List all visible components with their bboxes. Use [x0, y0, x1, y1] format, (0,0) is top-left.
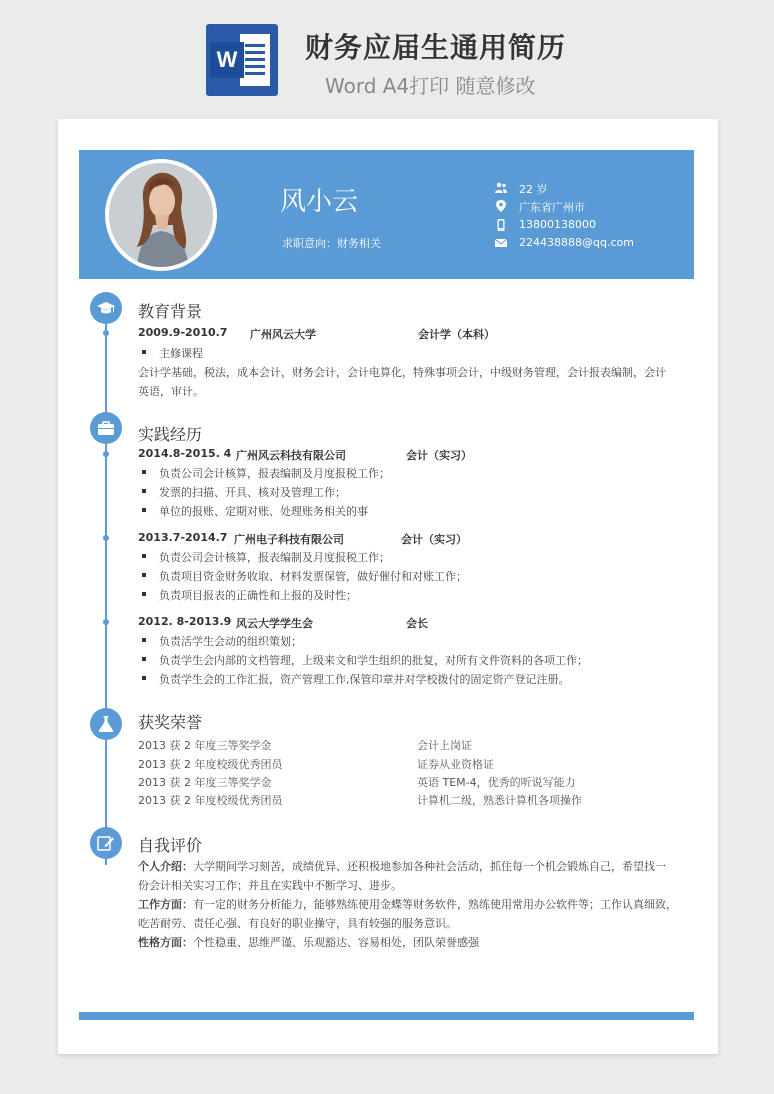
courses-line-1: 会计学基础，税法，成本会计，财务会计，会计电算化，特殊事项会计，中级财务管理，会计报表编制，会计: [138, 366, 666, 379]
location-pin-icon: [495, 200, 507, 212]
location-text: 广东省广州市: [519, 201, 585, 214]
certificate-item: 证券从业资格证: [417, 758, 494, 771]
section-title-practice: 实践经历: [138, 425, 203, 444]
practice-org: 风云大学学生会: [236, 617, 313, 630]
practice-date: 2014.8-2015. 4: [138, 447, 232, 460]
certificate-item: 会计上岗证: [417, 739, 472, 752]
section-title-self: 自我评价: [138, 836, 203, 855]
self-intro-line-1: 个人介绍：大学期间学习刻苦，成绩优异、还积极地参加各种社会活动，抓住每一个机会锻炼自己，希望找一: [138, 860, 666, 873]
self-intro-line-2: 份会计相关实习工作；并且在实践中不断学习、进步。: [138, 879, 402, 892]
award-item: 2013 获 2 年度三等奖学金: [138, 739, 272, 752]
practice-role: 会计（实习）: [406, 449, 472, 462]
flask-icon: [90, 708, 122, 740]
certificate-item: 计算机二级，熟悉计算机各项操作: [417, 794, 582, 807]
certificate-item: 英语 TEM-4，优秀的听说写能力: [417, 776, 576, 789]
word-logo-letter: W: [210, 42, 244, 78]
timeline-dot: [103, 535, 109, 541]
profile-photo: [109, 163, 213, 267]
resume-header: [79, 150, 694, 279]
practice-date: 2013.7-2014.7: [138, 531, 228, 544]
timeline-line: [105, 295, 107, 865]
banner-title: 财务应届生通用简历: [305, 31, 567, 64]
edit-icon: [90, 827, 122, 859]
mail-icon: [495, 237, 507, 249]
education-date: 2009.9-2010.7: [138, 326, 228, 339]
phone-text: 13800138000: [519, 218, 596, 231]
timeline-dot: [103, 330, 109, 336]
phone-icon: [495, 219, 507, 231]
section-title-awards: 获奖荣誉: [138, 713, 203, 732]
job-intent: 求职意向：财务相关: [282, 237, 381, 250]
candidate-name: 风小云: [280, 187, 359, 217]
practice-date: 2012. 8-2013.9: [138, 615, 232, 628]
people-icon: [495, 182, 507, 194]
email-text: 224438888@qq.com: [519, 236, 634, 249]
practice-org: 广州电子科技有限公司: [234, 533, 344, 546]
practice-role: 会计（实习）: [401, 533, 467, 546]
award-item: 2013 获 2 年度三等奖学金: [138, 776, 272, 789]
self-work-line-2: 吃苦耐劳、责任心强、有良好的职业操守，具有较强的服务意识。: [138, 917, 457, 930]
courses-line-2: 英语，审计。: [138, 385, 204, 398]
practice-role: 会长: [406, 617, 428, 630]
self-work-line-1: 工作方面：有一定的财务分析能力，能够熟练使用金蝶等财务软件，熟练使用常用办公软件等；工作认真细致，: [138, 898, 677, 911]
footer-bar: [79, 1012, 694, 1020]
education-major: 会计学（本科）: [418, 328, 495, 341]
section-title-education: 教育背景: [138, 302, 203, 321]
banner-subtitle: Word A4打印 随意修改: [325, 74, 536, 98]
avatar: [105, 159, 217, 271]
word-logo-icon: [206, 24, 278, 96]
resume-page: 风小云 求职意向：财务相关 22 岁 广东省广州市 13800138000 224438888@qq.com 教育背景 2009.9-2010.7 广州风云大学 会计学（本科） 主修课程 会计学基础，税法，成本会计，财务会计，会计电算化，特殊事项会计，中级财务管理，会计报表编制，会计 英语，审计。 实践经历 2014.8-2015. 4 广州风云科技有限公司 会计（实习） 负责公司会计核算，报表编制及月度报税工作； 发票的扫描、开具、核对及管理工作； 单位的报账、定期对账、处理账务相关的事 2013.7-2014.7 广州电子科技有限公司 会计（实习） 负责公司会计核算，报表编制及月度报税工作； 负责项目资金财务收取、材料发票保管，做好催付和对账工作； 负责项目报表的正确性和上报的及时性； 2012. 8-2013.9 风云大学学生会 会长 负责活学生会动的组织策划； 负责学生会内部的文档管理，上级来文和学生组织的批复，对所有文件资料的各项工作； 负责学生会的工作汇报，资产管理工作,保管印章并对学校拨付的固定资产登记注册。 获奖荣誉 2013 获 2 年度三等奖学金 2013 获 2 年度校级优秀团员 2013 获 2 年度三等奖学金 2013 获 2 年度校级优秀团员 会计上岗证 证券从业资格证 英语 TEM-4，优秀的听说写能力 计算机二级，熟悉计算机各项操作 自我评价 个人介绍：大学期间学习刻苦，成绩优异、还积极地参加各种社会活动，抓住每一个机会锻炼自己，希望找一 份会计相关实习工作；并且在实践中不断学习、进步。 工作方面：有一定的财务分析能力，能够熟练使用金蝶等财务软件，熟练使用常用办公软件等；工作认真细致， 吃苦耐劳、责任心强、有良好的职业操守，具有较强的服务意识。 性格方面：个性稳重、思维严谨、乐观豁达、容易相处，团队荣誉感强: [58, 119, 718, 1054]
practice-org: 广州风云科技有限公司: [236, 449, 346, 462]
timeline-dot: [103, 451, 109, 457]
age-text: 22 岁: [519, 183, 548, 196]
self-character-line: 性格方面：个性稳重、思维严谨、乐观豁达、容易相处，团队荣誉感强: [138, 936, 479, 949]
briefcase-icon: [90, 412, 122, 444]
banner: [0, 0, 774, 112]
graduation-cap-icon: [90, 292, 122, 324]
award-item: 2013 获 2 年度校级优秀团员: [138, 794, 283, 807]
timeline-dot: [103, 619, 109, 625]
award-item: 2013 获 2 年度校级优秀团员: [138, 758, 283, 771]
education-school: 广州风云大学: [250, 328, 316, 341]
